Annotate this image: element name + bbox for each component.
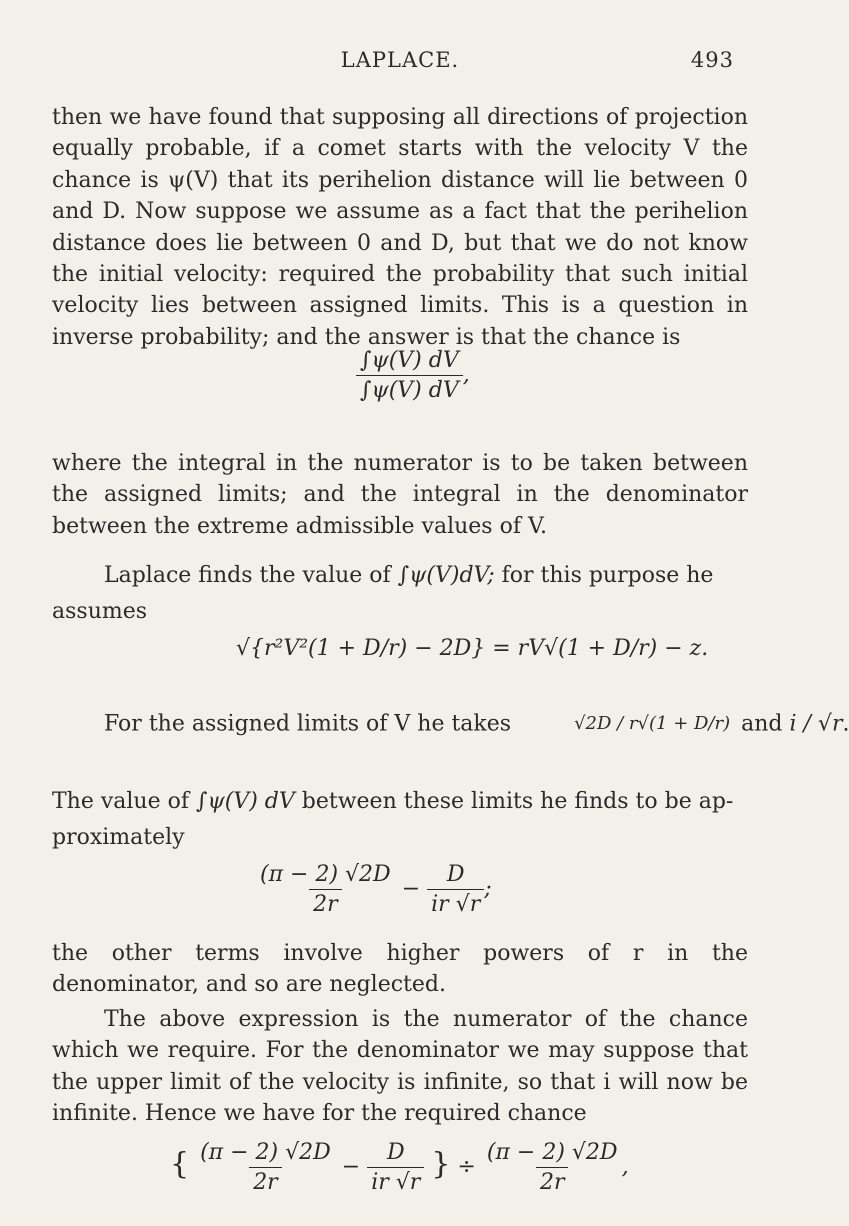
equation-numerator bbox=[256, 862, 492, 917]
eq4-t2-den: ir √r bbox=[367, 1167, 424, 1195]
paragraph-1-text: then we have found that supposing all directions of projection equally probable, if a comet starts with the velocity V the chance is ψ(V) that its perihelion distance will lie between 0 and D. Now suppose we assume as a fact that the perihelion distance does lie between 0 and D, but that we do not know the initial velocity: required the probability that such initial velocity lies between assigned limits. This is a question in inverse probability; and the answer is that the chance is bbox=[52, 105, 748, 350]
limits-second: i / √r bbox=[789, 711, 843, 737]
paragraph-5 bbox=[52, 938, 748, 1001]
eq4-t2-num: D bbox=[386, 1140, 405, 1165]
eq3-term2-den: ir √r bbox=[427, 889, 484, 917]
eq4-t1-num: (π − 2) √2D bbox=[200, 1140, 331, 1165]
paragraph-3-integral: ∫ψ(V)dV; bbox=[397, 563, 495, 588]
eq1-numerator: ∫ψ(V) dV bbox=[360, 348, 459, 373]
paragraph-3-before: Laplace finds the value of bbox=[104, 563, 391, 588]
eq4-t3-num: (π − 2) √2D bbox=[486, 1140, 618, 1165]
paragraph-4-cont-text: proximately bbox=[52, 825, 185, 850]
eq4-trail: , bbox=[621, 1154, 629, 1180]
paragraph-6-text: The above expression is the numerator of the chance which we require. For the denominator we may suppose that the upper limit of the velocity is infinite, so that i will now be infinite. Hence we have for the required chance bbox=[52, 1007, 748, 1127]
eq3-minus: − bbox=[401, 876, 421, 902]
chapter-title: LAPLACE. bbox=[340, 48, 460, 72]
assumes-line bbox=[52, 596, 748, 627]
paragraph-4 bbox=[52, 786, 748, 817]
paragraph-3-after: for this purpose he bbox=[501, 563, 714, 588]
paragraph-6 bbox=[52, 1004, 748, 1130]
equation-chance-ratio bbox=[356, 348, 470, 403]
paragraph-4-after: between these limits he finds to be ap- bbox=[301, 789, 734, 814]
paragraph-2 bbox=[52, 448, 748, 542]
eq2-text: √{r²V²(1 + D/r) − 2D} = rV√(1 + D/r) − z. bbox=[236, 636, 709, 661]
limits-and: and bbox=[741, 711, 783, 737]
eq1-trail: , bbox=[462, 362, 470, 388]
eq3-term2-num: D bbox=[446, 862, 465, 887]
eq4-t3-den: 2r bbox=[536, 1167, 569, 1195]
paragraph-2-text: where the integral in the numerator is to be taken between the assigned limits; and the integral in the denominator between the extreme admissible values of V. bbox=[52, 451, 748, 539]
eq4-minus: − bbox=[341, 1154, 361, 1180]
eq3-term1-num: (π − 2) √2D bbox=[260, 862, 391, 887]
running-header bbox=[0, 48, 800, 80]
limits-line bbox=[52, 708, 849, 741]
eq4-t1-den: 2r bbox=[249, 1167, 282, 1195]
eq3-term1-den: 2r bbox=[309, 889, 342, 917]
eq4-div: ÷ bbox=[457, 1154, 476, 1180]
assumes-text: assumes bbox=[52, 599, 148, 624]
paragraph-3 bbox=[52, 560, 748, 591]
page-number: 493 bbox=[690, 48, 734, 72]
paragraph-4-integral: ∫ψ(V) dV bbox=[196, 789, 295, 814]
eq3-trail: ; bbox=[484, 876, 492, 902]
limits-trail: . bbox=[842, 711, 849, 737]
paragraph-4-before: The value of bbox=[52, 789, 190, 814]
limits-before: For the assigned limits of V he takes bbox=[104, 711, 512, 737]
eq1-denominator: ∫ψ(V) dV bbox=[356, 375, 463, 403]
paragraph-1 bbox=[52, 102, 748, 353]
limits-first-value: √2D / r√(1 + D/r) bbox=[574, 713, 731, 734]
limits-first bbox=[518, 708, 734, 741]
equation-substitution bbox=[236, 636, 708, 661]
equation-required-chance: { $\frac{(\pi - 2) √2D}{2r}$ − $\frac{D}{ir √r}$ } ÷ $\frac{(\pi - 2) √2D}{2r}$ , bbox=[170, 1140, 629, 1195]
paragraph-4-cont bbox=[52, 822, 748, 853]
paragraph-5-text: the other terms involve higher powers of r in the denominator, and so are neglected. bbox=[52, 941, 748, 998]
